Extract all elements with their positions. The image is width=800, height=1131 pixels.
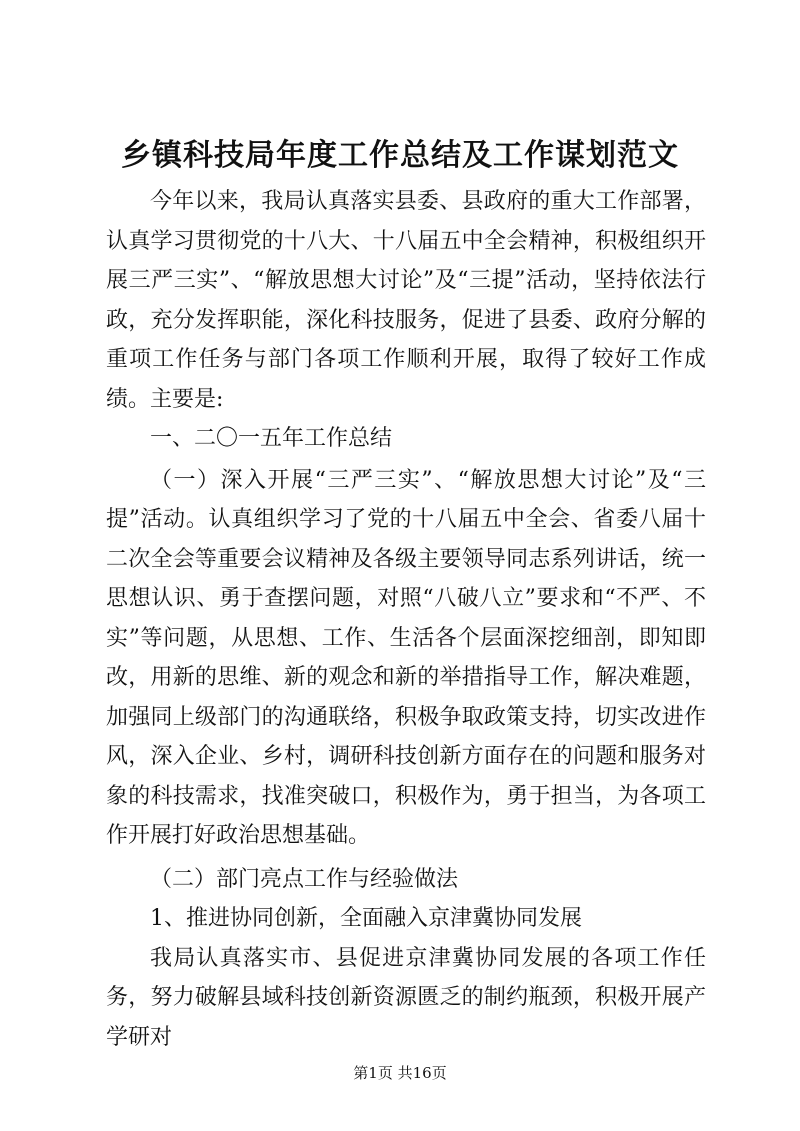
document-title: 乡镇科技局年度工作总结及工作谋划范文 bbox=[121, 138, 679, 173]
intro-paragraph: 今年以来，我局认真落实县委、县政府的重大工作部署，认真学习贯彻党的十八大、十八届五中全会精神，积极组织开展三严三实”、“解放思想大讨论”及“三提”活动，坚持依法行政，充分发挥职能，深化科技服务，促进了县委、政府分解的重项工作任务与部门各项工作顺利开展，取得了较好工作成绩。主要是: bbox=[106, 189, 706, 412]
subsection-heading-2: （二）部门亮点工作与经验做法 bbox=[150, 866, 459, 892]
section-heading: 一、二〇一五年工作总结 bbox=[150, 426, 393, 451]
subsection-paragraph-1: （一）深入开展“三严三实”、“解放思想大讨论”及“三提”活动。认真组织学习了党的十八届五中全会、省委八届十二次全会等重要会议精神及各级主要领导同志系列讲话，统一思想认识、勇于查摆问题，对照“八破八立”要求和“不严、不实”等问题，从思想、工作、生活各个层面深挖细剖，即知即改，用新的思维、新的观念和新的举措指导工作，解决难题，加强同上级部门的沟通联络，积极争取政策支持，切实改进作风，深入企业、乡村，调研科技创新方面存在的问题和服务对象的科技需求，找准突破口，积极作为，勇于担当，为各项工作开展打好政治思想基础。 bbox=[106, 467, 706, 848]
document-body bbox=[106, 182, 706, 1057]
item-paragraph-1: 我局认真落实市、县促进京津冀协同发展的各项工作任务，努力破解县域科技创新资源匮乏的制约瓶颈，积极开展产学研对 bbox=[106, 945, 706, 1050]
page-footer: 第1页 共16页 bbox=[353, 1064, 447, 1082]
item-heading-1: 1、推进协同创新，全面融入京津冀协同发展 bbox=[150, 906, 582, 931]
